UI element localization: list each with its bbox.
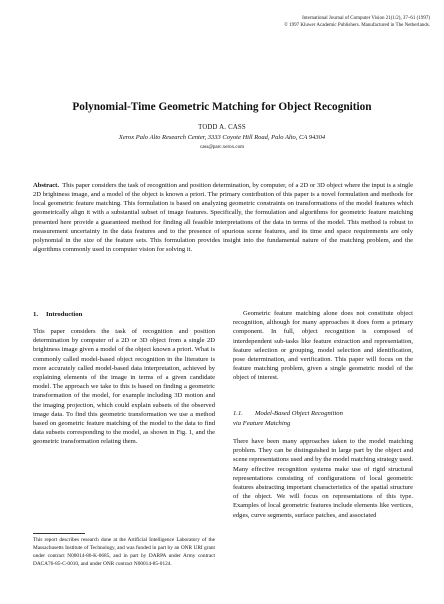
subsection-heading [233,409,413,428]
footnote-rule [33,533,85,534]
author-name: TODD A. CASS [198,124,246,131]
section-number: 1. [33,311,39,318]
section-title: Introduction [46,311,83,318]
journal-header [284,16,430,29]
author-email: cass@parc.xerox.com [199,145,245,150]
subsection-title-line-2: via Feature Matching [233,419,291,427]
abstract [33,181,413,254]
abstract-text: This paper considers the task of recognition and position determination, by computer, of a 2D or 3D object where the input is a single 2D brightness image, and a model of the object is known a priori. The primary contribution of this paper is a novel formulation and methods for local geometric feature matching. This formulation is based on analyzing geometric constraints on transformations of the model features which geometrically align it with a substantial subset of image features. Specifically, the formulation and algorithms for geometric feature matching presented here provide a guaranteed method for finding all feasible interpretations of the data in terms of the model. This method is robust to measurement uncertainty in the data features and to the presence of spurious scene features, and its time and space requirements are only polynomial in the size of the feature sets. This formulation provides insight into the fundamental nature of the matching problem, and the algorithms commonly used in computer vision for solving it. [33,182,413,254]
paper-title: Polynomial-Time Geometric Matching for Object Recognition [72,101,372,113]
author-affiliation: Xerox Palo Alto Research Center, 3333 Coyote Hill Road, Palo Alto, CA 94304 [118,134,326,141]
abstract-label: Abstract. [33,182,59,189]
subsection-title-line-1: Model-Based Object Recognition [255,410,343,417]
right-paragraph-1 [233,309,413,383]
copyright-line: © 1997 Kluwer Academic Publishers. Manufactured in The Netherlands. [284,22,430,28]
right-paragraph-2-text: There have been many approaches taken to the model matching problem. They can be distinguished in large part by the object and scene representations used and by the model matching strategy used. Many effective recognition systems make use of rigid structural representations consisting of configurations of local geometric features abstracting important characteristics of the spatial structure of the object. We will focus on representations of this type. Examples of local geometric features include elements like vertices, edges, curve segments, surface patches, and associated [233,438,413,519]
section-heading-introduction [33,311,215,318]
introduction-text: This paper considers the task of recognition and position determination by computer of a 2D or 3D object from a single 2D brightness image given a model of the object known a priori. What is commonly called model-based object recognition in the literature is more accurately called model-based data interpretation, achieved by explaining elements of the image in terms of a given candidate model. The approach we take to this is based on finding a geometric transformation of the model, for example including 3D motion and the imaging projection, which could explain subsets of the observed image data. To find this geometric transformation we use a method based on geometric feature matching of the model to the data to find data subsets corresponding to the model, as shown in Fig. 1, and the geometric transformation relating them. [33,328,215,446]
right-paragraph-1-text: Geometric feature matching alone does not constitute object recognition, although for many approaches it does form a primary component. In full, object recognition is composed of interdependent sub-tasks like feature extraction and representation, feature selection or grouping, model selection and identification, pose determination, and verification. This paper will focus on the feature matching problem, given a single geometric model of the object of interest. [233,310,413,382]
right-paragraph-2 [233,437,413,520]
journal-citation: International Journal of Computer Vision 21(1/2), 37–61 (1997) [302,16,430,21]
footnote [33,537,215,569]
footnote-text: This report describes research done at the Artificial Intelligence Laboratory of the Massachusetts Institute of Technology, and was funded in part by an ONR URI grant under contract N00014-86-K-0685, and in part by DARPA under Army contract DACA76-85-C-0010, and under ONR contract N00014-85-0124. [33,537,215,567]
subsection-number: 1.1. [233,410,243,417]
introduction-paragraph [33,327,215,447]
